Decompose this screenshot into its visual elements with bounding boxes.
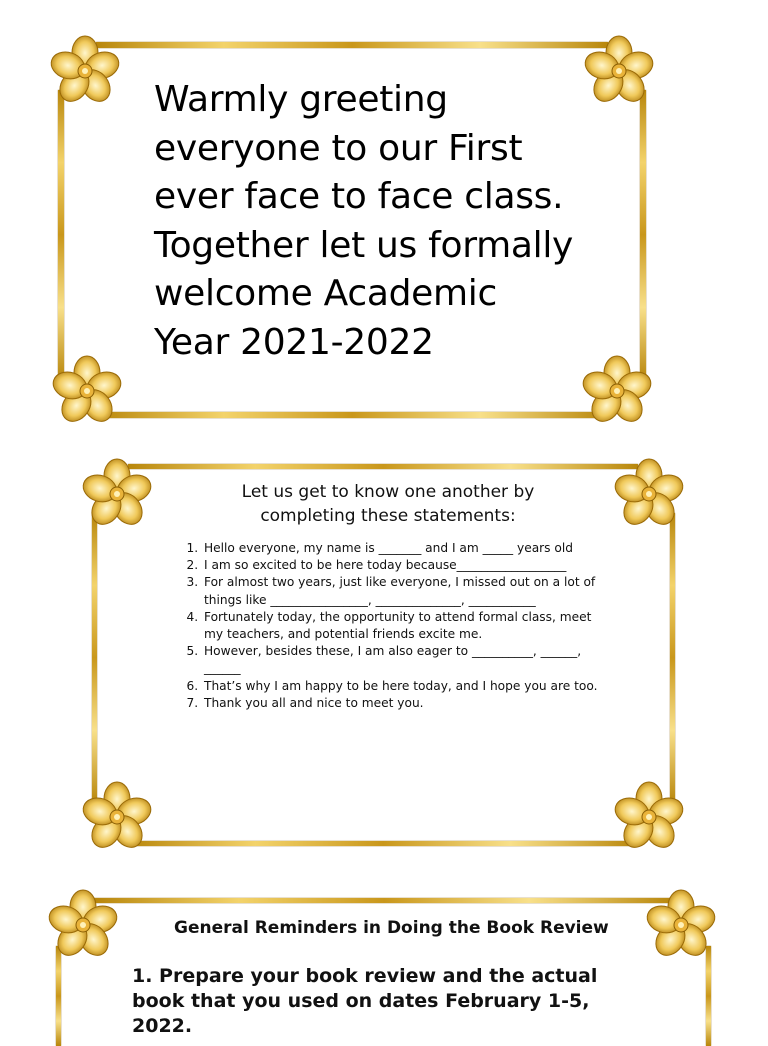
statement-item: 6. That’s why I am happy to be here today, and I hope you are too. — [202, 678, 602, 695]
gold-flower-icon — [44, 886, 122, 964]
intro-heading-line2: completing these statements: — [260, 506, 516, 526]
statement-item: 4. Fortunately today, the opportunity to attend formal class, meet my teachers, and potential friends excite me. — [202, 609, 602, 643]
statement-item: 1. Hello everyone, my name is _______ and I am _____ years old — [202, 540, 602, 557]
frame-top — [96, 42, 608, 48]
gold-flower-icon — [642, 886, 720, 964]
gold-flower-icon — [46, 32, 124, 110]
gold-flower-icon — [78, 455, 156, 533]
gold-flower-icon — [610, 778, 688, 856]
frame-left — [58, 90, 64, 380]
frame-bottom — [96, 412, 608, 418]
statement-item: 7. Thank you all and nice to meet you. — [202, 695, 602, 712]
intro-card — [78, 453, 688, 858]
frame-bottom — [128, 841, 638, 846]
statement-item: 3. For almost two years, just like everyone, I missed out on a lot of things like ________________, ______________, ___________ — [202, 574, 602, 608]
frame-top — [128, 464, 638, 469]
gold-flower-icon — [48, 352, 126, 430]
frame-left — [92, 513, 97, 803]
gold-flower-icon — [610, 455, 688, 533]
frame-right — [640, 90, 646, 380]
frame-top — [94, 898, 674, 903]
reminder-item: 1. Prepare your book review and the actual book that you used on dates February 1-5, 2022. — [132, 965, 598, 1037]
welcome-text: Warmly greeting everyone to our First ever face to face class. Together let us formally welcome Academic Year 2021-2022 — [154, 79, 574, 363]
reminders-title: General Reminders in Doing the Book Review — [174, 918, 609, 938]
statement-list — [178, 540, 602, 712]
gold-flower-icon — [578, 352, 656, 430]
statement-item: 2. I am so excited to be here today because__________________ — [202, 557, 602, 574]
gold-flower-icon — [78, 778, 156, 856]
reminders-card — [44, 886, 724, 1046]
statement-item: 5. However, besides these, I am also eager to __________, ______, ______ — [202, 643, 602, 677]
intro-heading-line1: Let us get to know one another by — [241, 482, 535, 502]
welcome-card — [46, 30, 658, 430]
intro-heading — [188, 480, 588, 528]
frame-right — [670, 513, 675, 803]
gold-flower-icon — [580, 32, 658, 110]
